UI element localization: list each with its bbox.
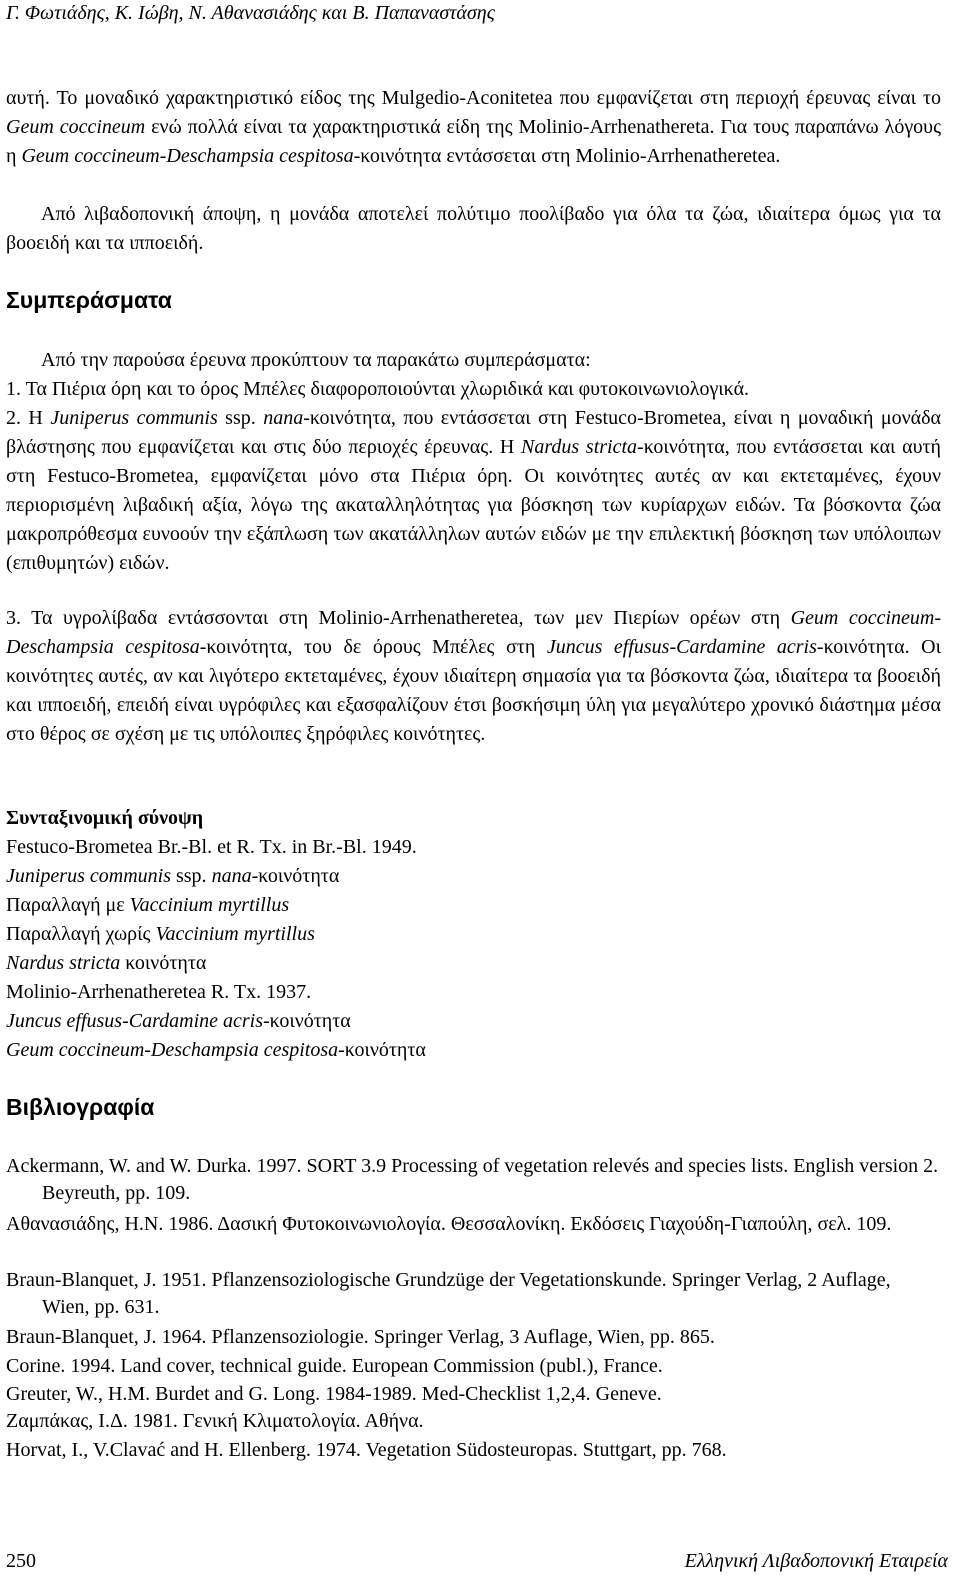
synopsis-line: Nardus stricta κοινότητα	[6, 952, 207, 974]
synopsis-line: Παραλλαγή με Vaccinium myrtillus	[6, 894, 290, 916]
reference-entry: Ackermann, W. and W. Durka. 1997. SORT 3.9 Processing of vegetation relevés and species lists. English version 2. Beyreuth, pp. 109.	[6, 1155, 939, 1204]
reference-entry: Horvat, I., V.Clavać and H. Ellenberg. 1974. Vegetation Südosteuropas. Stuttgart, pp. 768.	[6, 1439, 727, 1461]
running-header: Γ. Φωτιάδης, Κ. Ιώβη, Ν. Αθανασιάδης και Β. Παπαναστάσης	[6, 2, 495, 24]
bibliography-heading: Βιβλιογραφία	[6, 1094, 155, 1120]
conclusions-lead: Από την παρούσα έρευνα προκύπτουν τα παρακάτω συμπεράσματα:	[41, 349, 591, 371]
reference-entry: Greuter, W., H.M. Burdet and G. Long. 1984-1989. Med-Checklist 1,2,4. Geneve.	[6, 1383, 662, 1405]
conclusion-item-3: 3. Τα υγρολίβαδα εντάσσονται στη Molinio-Arrhenatheretea, των μεν Πιερίων ορέων στη Geum coccineum-Deschampsia cespitosa-κοινότητα, του δε όρους Μπέλες στη Juncus effusus-Cardamine acris-κοινότητα. Οι κοινότητες αυτές, αν και λιγότερο εκτεταμένες, έχουν ιδιαίτερη σημασία για τα βόσκοντα ζώα, ιδιαίτερα τα βοοειδή και ιπποειδή, επειδή είναι υγρόφιλες και εξασφαλίζουν έτσι βοσκήσιμη ύλη για μεγαλύτερο χρονικό διάστημα μέσα στο θέρος σε σχέση με τις υπόλοιπες ξηρόφιλες κοινότητες.	[6, 607, 941, 745]
reference-entry: Ζαμπάκας, Ι.Δ. 1981. Γενική Κλιματολογία. Αθήνα.	[6, 1410, 424, 1432]
synopsis-line: Geum coccineum-Deschampsia cespitosa-κοινότητα	[6, 1039, 426, 1061]
synopsis-line: Juniperus communis ssp. nana-κοινότητα	[6, 865, 340, 887]
publisher-footer: Ελληνική Λιβαδοπονική Εταιρεία	[684, 1550, 948, 1572]
reference-entry: Corine. 1994. Land cover, technical guide. European Commission (publ.), France.	[6, 1355, 663, 1377]
conclusions-heading: Συμπεράσματα	[6, 287, 172, 313]
conclusion-item-1: 1. Τα Πιέρια όρη και το όρος Μπέλες διαφοροποιούνται χλωριδικά και φυτοκοινωνιολογικά.	[6, 378, 750, 400]
synopsis-title: Συνταξινομική σύνοψη	[6, 807, 204, 829]
synopsis-line: Juncus effusus-Cardamine acris-κοινότητα	[6, 1010, 351, 1032]
synopsis-line: Festuco-Brometea Br.-Bl. et R. Tx. in Br.-Bl. 1949.	[6, 836, 417, 858]
grazing-paragraph: Από λιβαδοπονική άποψη, η μονάδα αποτελεί πολύτιμο ποολίβαδο για όλα τα ζώα, ιδιαίτερα όμως για τα βοοειδή και τα ιπποειδή.	[6, 203, 941, 254]
reference-entry: Braun-Blanquet, J. 1951. Pflanzensoziologische Grundzüge der Vegetationskunde. Springer Verlag, 2 Auflage, Wien, pp. 631.	[6, 1269, 891, 1318]
synopsis-line: Παραλλαγή χωρίς Vaccinium myrtillus	[6, 923, 315, 945]
reference-entry: Αθανασιάδης, Η.Ν. 1986. Δασική Φυτοκοινωνιολογία. Θεσσαλονίκη. Εκδόσεις Γιαχούδη-Γιαπούλη, σελ. 109.	[6, 1213, 892, 1235]
conclusion-item-2: 2. Η Juniperus communis ssp. nana-κοινότητα, που εντάσσεται στη Festuco-Brometea, είναι η μοναδική μονάδα βλάστησης που εμφανίζεται και στις δύο περιοχές έρευνας. Η Nardus stricta-κοινότητα, που εντάσσεται και αυτή στη Festuco-Brometea, εμφανίζεται μόνο στα Πιέρια όρη. Οι κοινότητες αυτές αν και εκτεταμένες, έχουν περιορισμένη λιβαδική αξία, λόγω της ακαταλληλότητας για βόσκηση των κυρίαρχων ειδών. Τα βόσκοντα ζώα μακροπρόθεσμα ευνοούν την εξάπλωση των ακατάλληλων αυτών ειδών με την επιλεκτική βόσκηση των υπόλοιπων (επιθυμητών) ειδών.	[6, 407, 942, 574]
page-number: 250	[6, 1550, 36, 1572]
reference-entry: Braun-Blanquet, J. 1964. Pflanzensoziologie. Springer Verlag, 3 Auflage, Wien, pp. 865.	[6, 1326, 715, 1348]
intro-paragraph: αυτή. Το μοναδικό χαρακτηριστικό είδος της Mulgedio-Aconitetea που εμφανίζεται στη περιοχή έρευνας είναι το Geum coccineum ενώ πολλά είναι τα χαρακτηριστικά είδη της Molinio-Arrhenathereta. Για τους παραπάνω λόγους η Geum coccineum-Deschampsia cespitosa-κοινότητα εντάσσεται στη Molinio-Arrhenatheretea.	[6, 87, 941, 167]
synopsis-line: Molinio-Arrhenatheretea R. Tx. 1937.	[6, 981, 312, 1003]
